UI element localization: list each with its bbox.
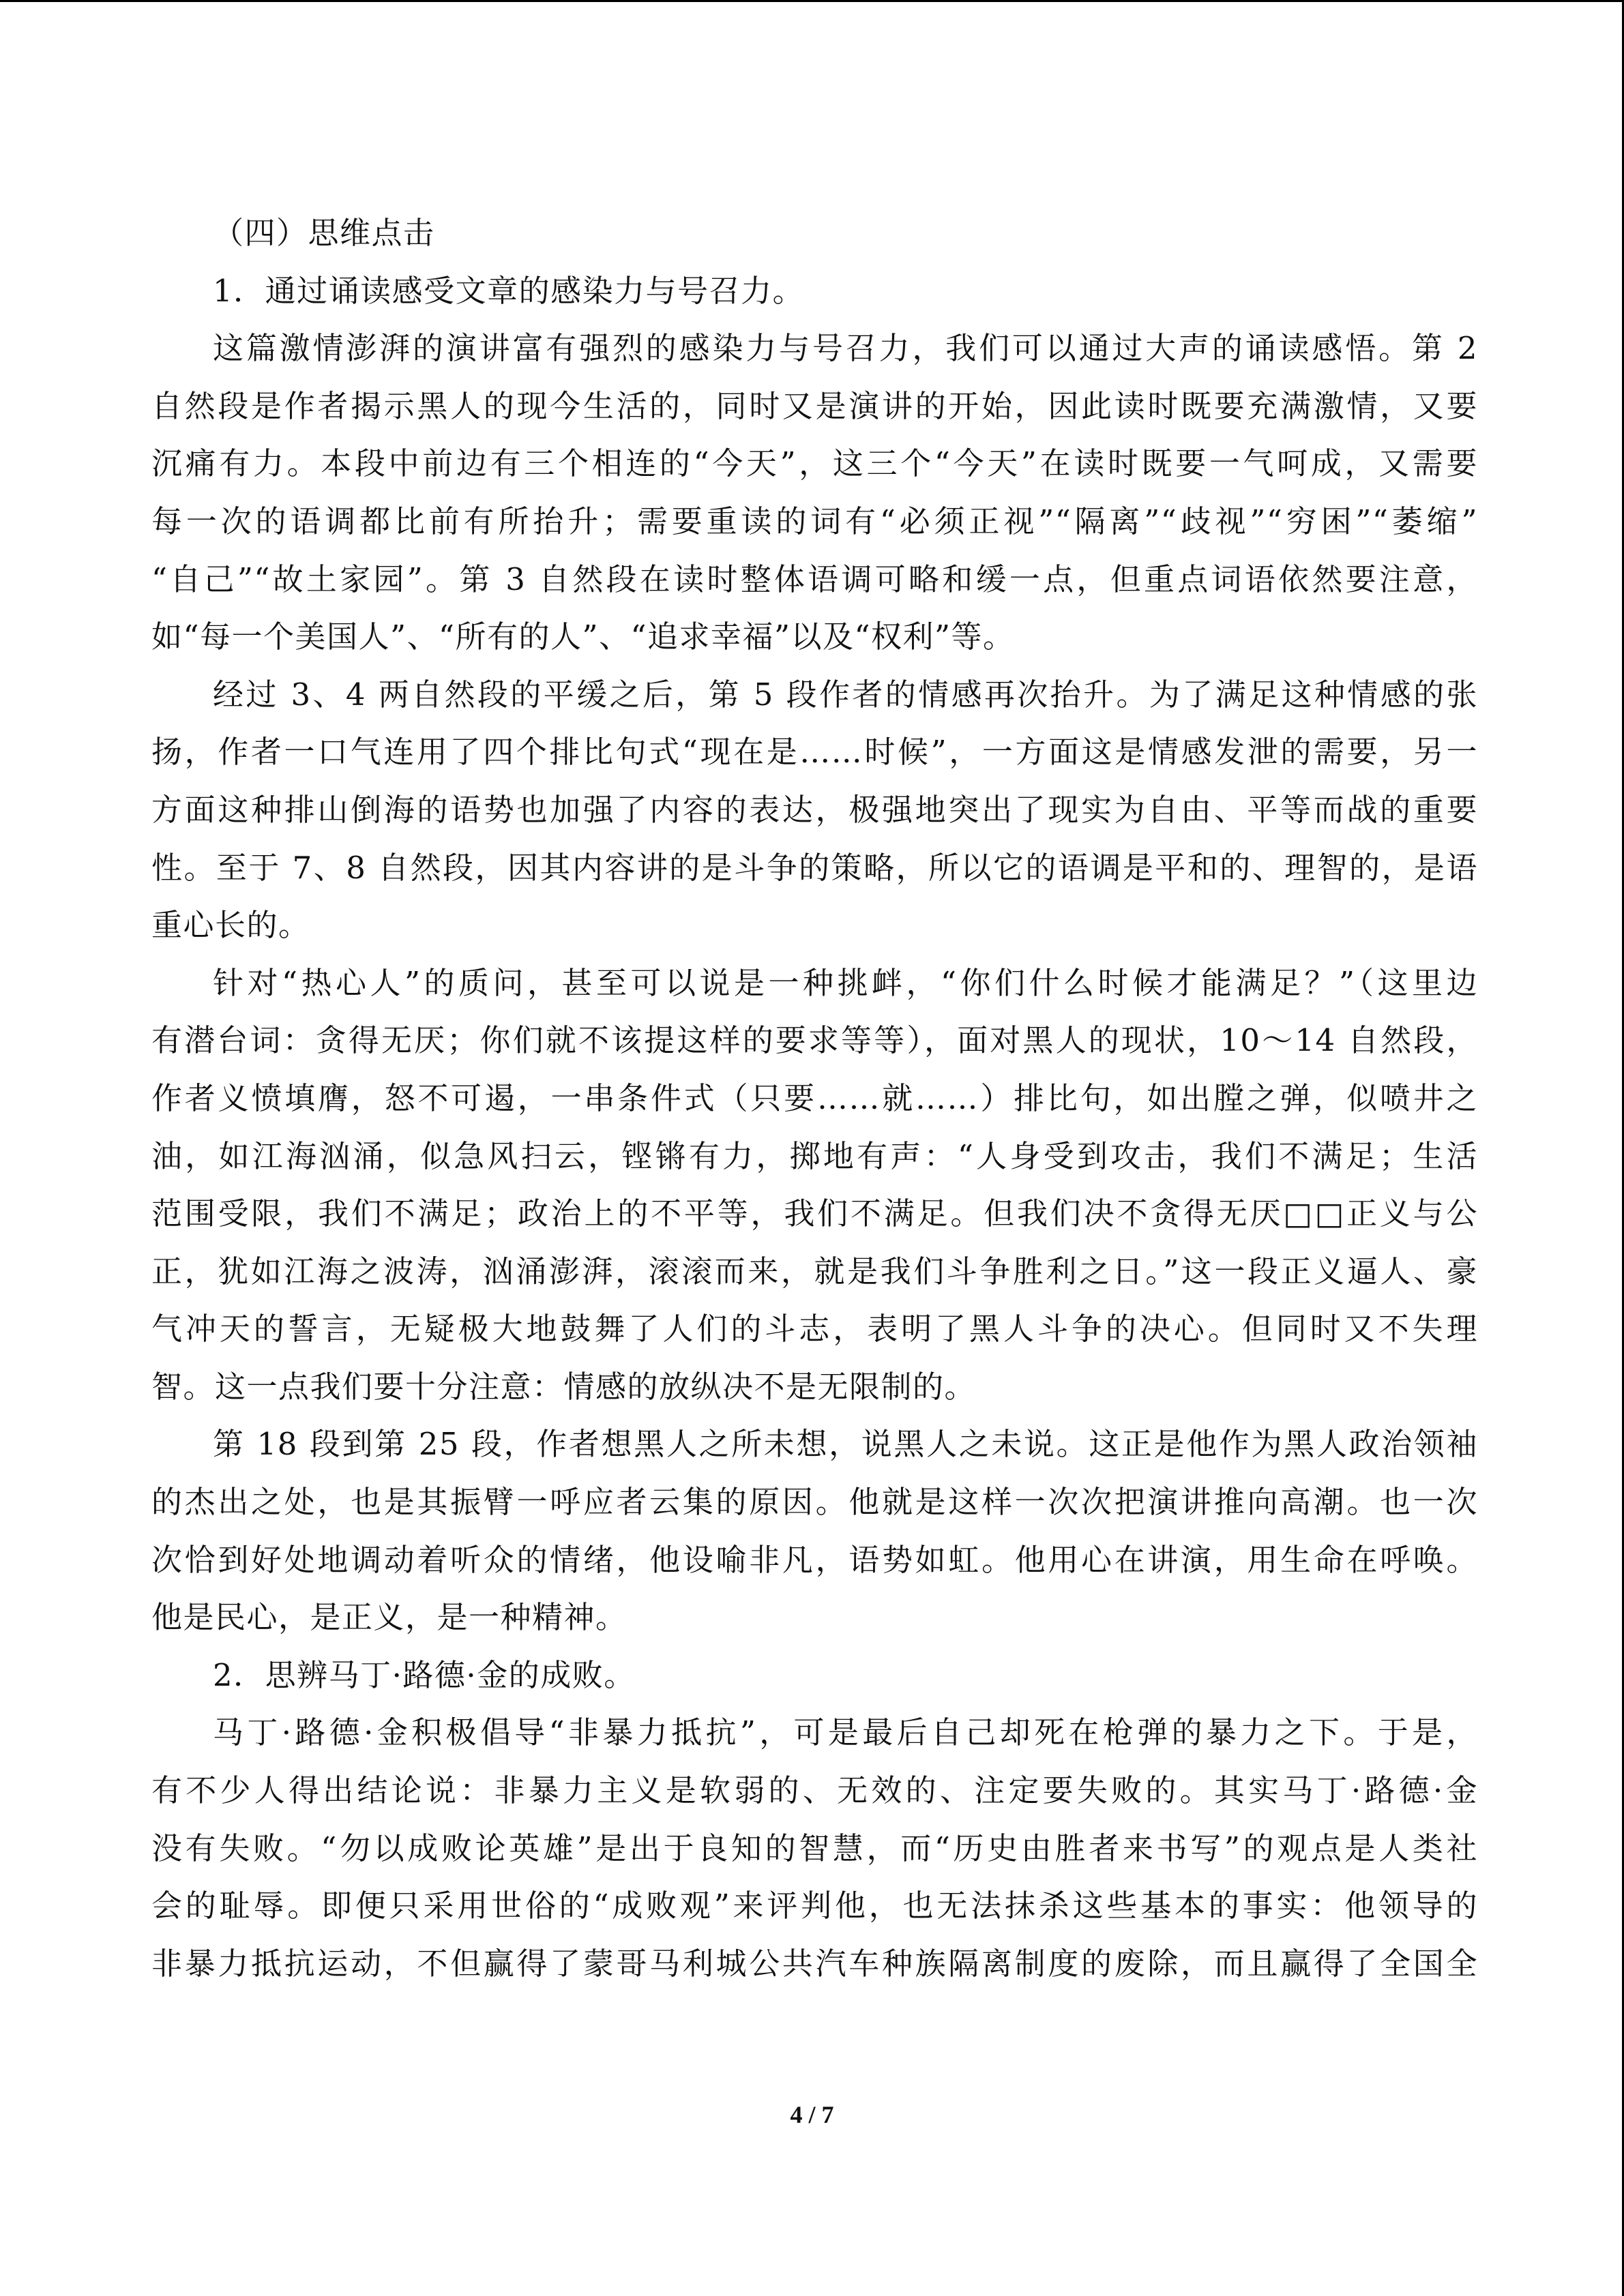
text-line: 气冲天的誓言，无疑极大地鼓舞了人们的斗志，表明了黑人斗争的决心。但同时又不失理 <box>151 1311 1478 1347</box>
text-line: “自己”“故土家园”。第 3 自然段在读时整体语调可略和缓一点，但重点词语依然要注意， <box>151 561 1478 597</box>
page-number: 4 / 7 <box>790 2101 834 2128</box>
text-line: 方面这种排山倒海的语势也加强了内容的表达，极强地突出了现实为自由、平等而战的重要 <box>151 791 1478 828</box>
text-line: 的杰出之处，也是其振臂一呼应者云集的原因。他就是这样一次次把演讲推向高潮。也一次 <box>151 1484 1478 1521</box>
text-line: 如“每一个美国人”、“所有的人”、“追求幸福”以及“权利”等。 <box>151 618 1015 655</box>
text-line: 智。这一点我们要十分注意：情感的放纵决不是无限制的。 <box>151 1368 977 1405</box>
text-line: 他是民心，是正义，是一种精神。 <box>151 1599 628 1636</box>
text-line: 马丁·路德·金积极倡导“非暴力抵抗”，可是最后自己却死在枪弹的暴力之下。于是， <box>213 1714 1478 1751</box>
text-line: 非暴力抵抗运动，不但赢得了蒙哥马利城公共汽车种族隔离制度的废除，而且赢得了全国全 <box>151 1945 1478 1982</box>
text-line: 第 18 段到第 25 段，作者想黑人之所未想，说黑人之未说。这正是他作为黑人政治领袖 <box>213 1426 1478 1463</box>
text-line: 针对“热心人”的质问，甚至可以说是一种挑衅，“你们什么时候才能满足？”（这里边 <box>213 964 1478 1001</box>
text-line: 会的耻辱。即便只采用世俗的“成败观”来评判他，也无法抹杀这些基本的事实：他领导的 <box>151 1888 1478 1924</box>
document-body <box>151 205 1478 1993</box>
text-line: 扬，作者一口气连用了四个排比句式“现在是……时候”，一方面这是情感发泄的需要，另一 <box>151 734 1478 771</box>
text-line: 每一次的语调都比前有所抬升；需要重读的词有“必须正视”“隔离”“歧视”“穷困”“萎缩” <box>151 503 1478 539</box>
text-line: 油，如江海汹涌，似急风扫云，铿锵有力，掷地有声：“人身受到攻击，我们不满足；生活 <box>151 1137 1478 1174</box>
text-line: 作者义愤填膺，怒不可遏，一串条件式（只要……就……）排比句，如出膛之弹，似喷井之 <box>151 1079 1478 1116</box>
text-line: 重心长的。 <box>151 907 310 944</box>
text-line: 次恰到好处地调动着听众的情绪，他设喻非凡，语势如虹。他用心在讲演，用生命在呼唤。 <box>151 1541 1478 1578</box>
subheading-1: 1．通过诵读感受文章的感染力与号召力。 <box>213 272 805 309</box>
text-line: 沉痛有力。本段中前边有三个相连的“今天”，这三个“今天”在读时既要一气呵成，又需要 <box>151 445 1478 482</box>
text-line: 范围受限，我们不满足；政治上的不平等，我们不满足。但我们决不贪得无厌□□正义与公 <box>151 1195 1478 1232</box>
section-heading: （四）思维点击 <box>213 215 435 251</box>
page-top-border <box>0 0 1624 2</box>
text-line: 正，犹如江海之波涛，汹涌澎湃，滚滚而来，就是我们斗争胜利之日。”这一段正义逼人、豪 <box>151 1253 1478 1289</box>
subheading-2: 2．思辨马丁·路德·金的成败。 <box>213 1656 636 1693</box>
text-line: 没有失败。“勿以成败论英雄”是出于良知的智慧，而“历史由胜者来书写”的观点是人类社 <box>151 1830 1478 1866</box>
text-line: 这篇激情澎湃的演讲富有强烈的感染力与号召力，我们可以通过大声的诵读感悟。第 2 <box>213 330 1478 367</box>
text-line: 自然段是作者揭示黑人的现今生活的，同时又是演讲的开始，因此读时既要充满激情，又要 <box>151 387 1478 424</box>
text-line: 有不少人得出结论说：非暴力主义是软弱的、无效的、注定要失败的。其实马丁·路德·金 <box>151 1772 1478 1809</box>
text-line: 经过 3、4 两自然段的平缓之后，第 5 段作者的情感再次抬升。为了满足这种情感的张 <box>213 676 1478 713</box>
text-line: 有潜台词：贪得无厌；你们就不该提这样的要求等等），面对黑人的现状，10～14 自然段， <box>151 1022 1478 1059</box>
text-line: 性。至于 7、8 自然段，因其内容讲的是斗争的策略，所以它的语调是平和的、理智的，是语 <box>151 849 1478 886</box>
